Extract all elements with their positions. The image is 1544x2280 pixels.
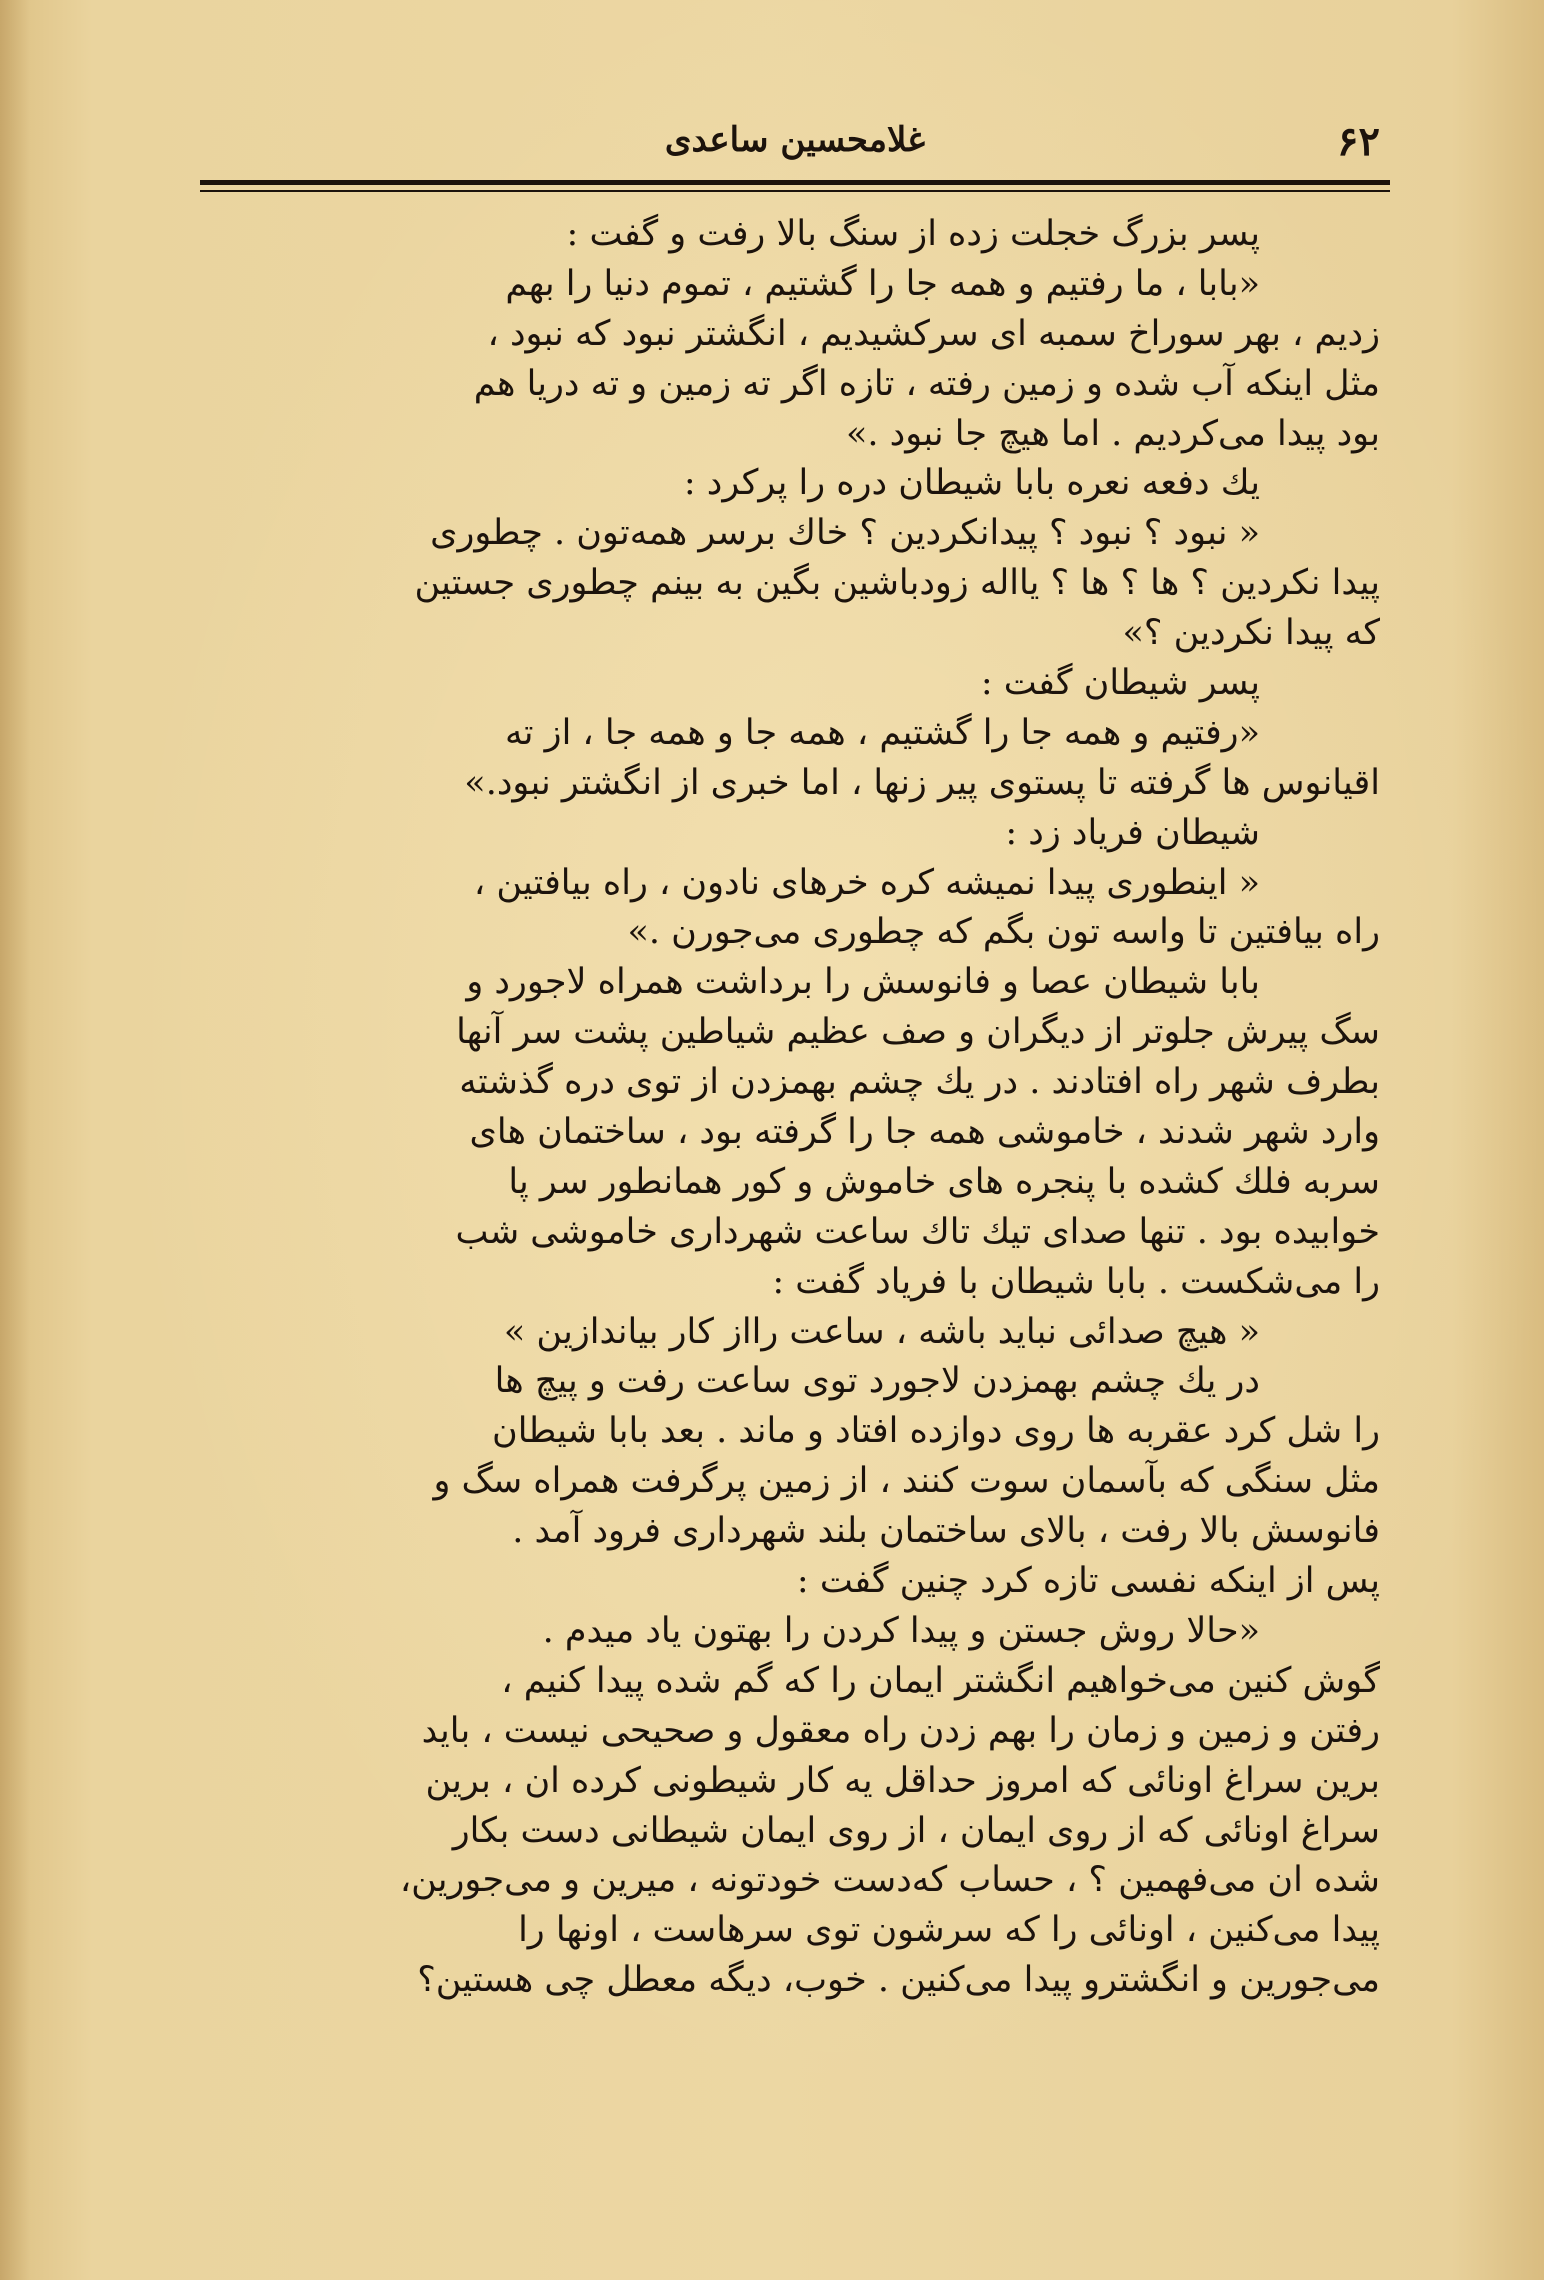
- text-line: «بابا ، ما رفتیم و همه جا را گشتیم ، تموم دنیا را بهم: [505, 263, 1260, 304]
- text-line: برین سراغ اونائی که امروز حداقل یه کار شیطونی کرده ان ، برین: [425, 1760, 1380, 1801]
- text-line: « هیچ صدائی نباید باشه ، ساعت رااز کار بیاندازین »: [503, 1311, 1260, 1352]
- text-line: سربه فلك کشده با پنجره های خاموش و کور همانطور سر پا: [508, 1161, 1380, 1202]
- text-line: مثل سنگی که بآسمان سوت کنند ، از زمین پرگرفت همراه سگ و: [433, 1461, 1380, 1502]
- text-line: در یك چشم بهمزدن لاجورد توی ساعت رفت و پیچ ها: [494, 1361, 1260, 1402]
- text-line: « نبود ؟ نبود ؟ پیدانکردین ؟ خاك برسر همه‌تون . چطوری: [430, 513, 1260, 554]
- text-line: «رفتیم و همه جا را گشتیم ، همه جا و همه جا ، از ته: [505, 712, 1260, 753]
- header-rule-thick: [200, 180, 1390, 185]
- text-line: را شل کرد عقربه ها روی دوازده افتاد و ماند . بعد بابا شیطان: [491, 1411, 1380, 1452]
- text-line: فانوسش بالا رفت ، بالای ساختمان بلند شهرداری فرود آمد .: [512, 1511, 1380, 1552]
- text-line: را می‌شکست . بابا شیطان با فریاد گفت :: [772, 1261, 1380, 1302]
- page-header: [200, 110, 1390, 180]
- text-line: « اینطوری پیدا نمیشه کره خرهای نادون ، راه بیافتین ،: [473, 862, 1260, 903]
- text-line: راه بیافتین تا واسه تون بگم که چطوری می‌جورن .»: [627, 912, 1380, 953]
- text-line: بود پیدا می‌کردیم . اما هیچ جا نبود .»: [845, 413, 1380, 454]
- text-line: بابا شیطان عصا و فانوسش را برداشت همراه لاجورد و: [466, 962, 1260, 1003]
- text-line: اقیانوس ها گرفته تا پستوی پیر زنها ، اما خبری از انگشتر نبود.»: [464, 762, 1380, 803]
- text-line: پسر شیطان گفت :: [980, 663, 1260, 704]
- text-line: پسر بزرگ خجلت زده از سنگ بالا رفت و گفت :: [566, 214, 1260, 254]
- text-line: بطرف شهر راه افتادند . در یك چشم بهمزدن از توی دره گذشته: [459, 1062, 1380, 1103]
- text-line: پیدا می‌کنین ، اونائی را که سرشون توی سرهاست ، اونها را: [518, 1910, 1380, 1951]
- text-line: وارد شهر شدند ، خاموشی همه جا را گرفته بود ، ساختمان های: [469, 1112, 1380, 1153]
- text-line: رفتن و زمین و زمان را بهم زدن راه معقول و صحیحی نیست ، باید: [421, 1710, 1380, 1751]
- text-line: که پیدا نکردین ؟»: [1122, 613, 1380, 654]
- page-number: ۶۲: [1337, 118, 1380, 165]
- text-line: گوش کنین می‌خواهیم انگشتر ایمان را که گم شده پیدا کنیم ،: [501, 1660, 1380, 1701]
- body-text: [210, 210, 1380, 2006]
- text-line: پیدا نکردین ؟ ها ؟ ها ؟ یااله زودباشین بگین به بینم چطوری جستین: [414, 563, 1380, 604]
- text-line: می‌جورین و انگشترو پیدا می‌کنین . خوب، دیگه معطل چی هستین؟: [417, 1960, 1380, 2001]
- header-rule-thin: [200, 190, 1390, 192]
- text-line: سراغ اونائی که از روی ایمان ، از روی ایمان شیطانی دست بکار: [452, 1810, 1380, 1851]
- text-line: سگ پیرش جلوتر از دیگران و صف عظیم شیاطین پشت سر آنها: [456, 1012, 1380, 1053]
- text-line: شده ان می‌فهمین ؟ ، حساب که‌دست خودتونه ، میرین و می‌جورین،: [399, 1860, 1380, 1901]
- text-line: زدیم ، بهر سوراخ سمبه ای سرکشیدیم ، انگشتر نبود که نبود ،: [487, 313, 1380, 354]
- text-line: یك دفعه نعره بابا شیطان دره را پرکرد :: [683, 463, 1260, 504]
- running-head-author: غلامحسین ساعدی: [664, 120, 926, 160]
- text-line: پس از اینکه نفسی تازه کرد چنین گفت :: [796, 1561, 1380, 1602]
- text-line: مثل اینکه آب شده و زمین رفته ، تازه اگر ته زمین و ته دریا هم: [473, 363, 1380, 404]
- text-line: «حالا روش جستن و پیدا کردن را بهتون یاد میدم .: [542, 1610, 1260, 1651]
- text-line: خوابیده بود . تنها صدای تیك تاك ساعت شهرداری خاموشی شب: [455, 1211, 1380, 1252]
- page-edge-shadow: [0, 0, 30, 2280]
- text-line: شیطان فریاد زد :: [1005, 812, 1260, 853]
